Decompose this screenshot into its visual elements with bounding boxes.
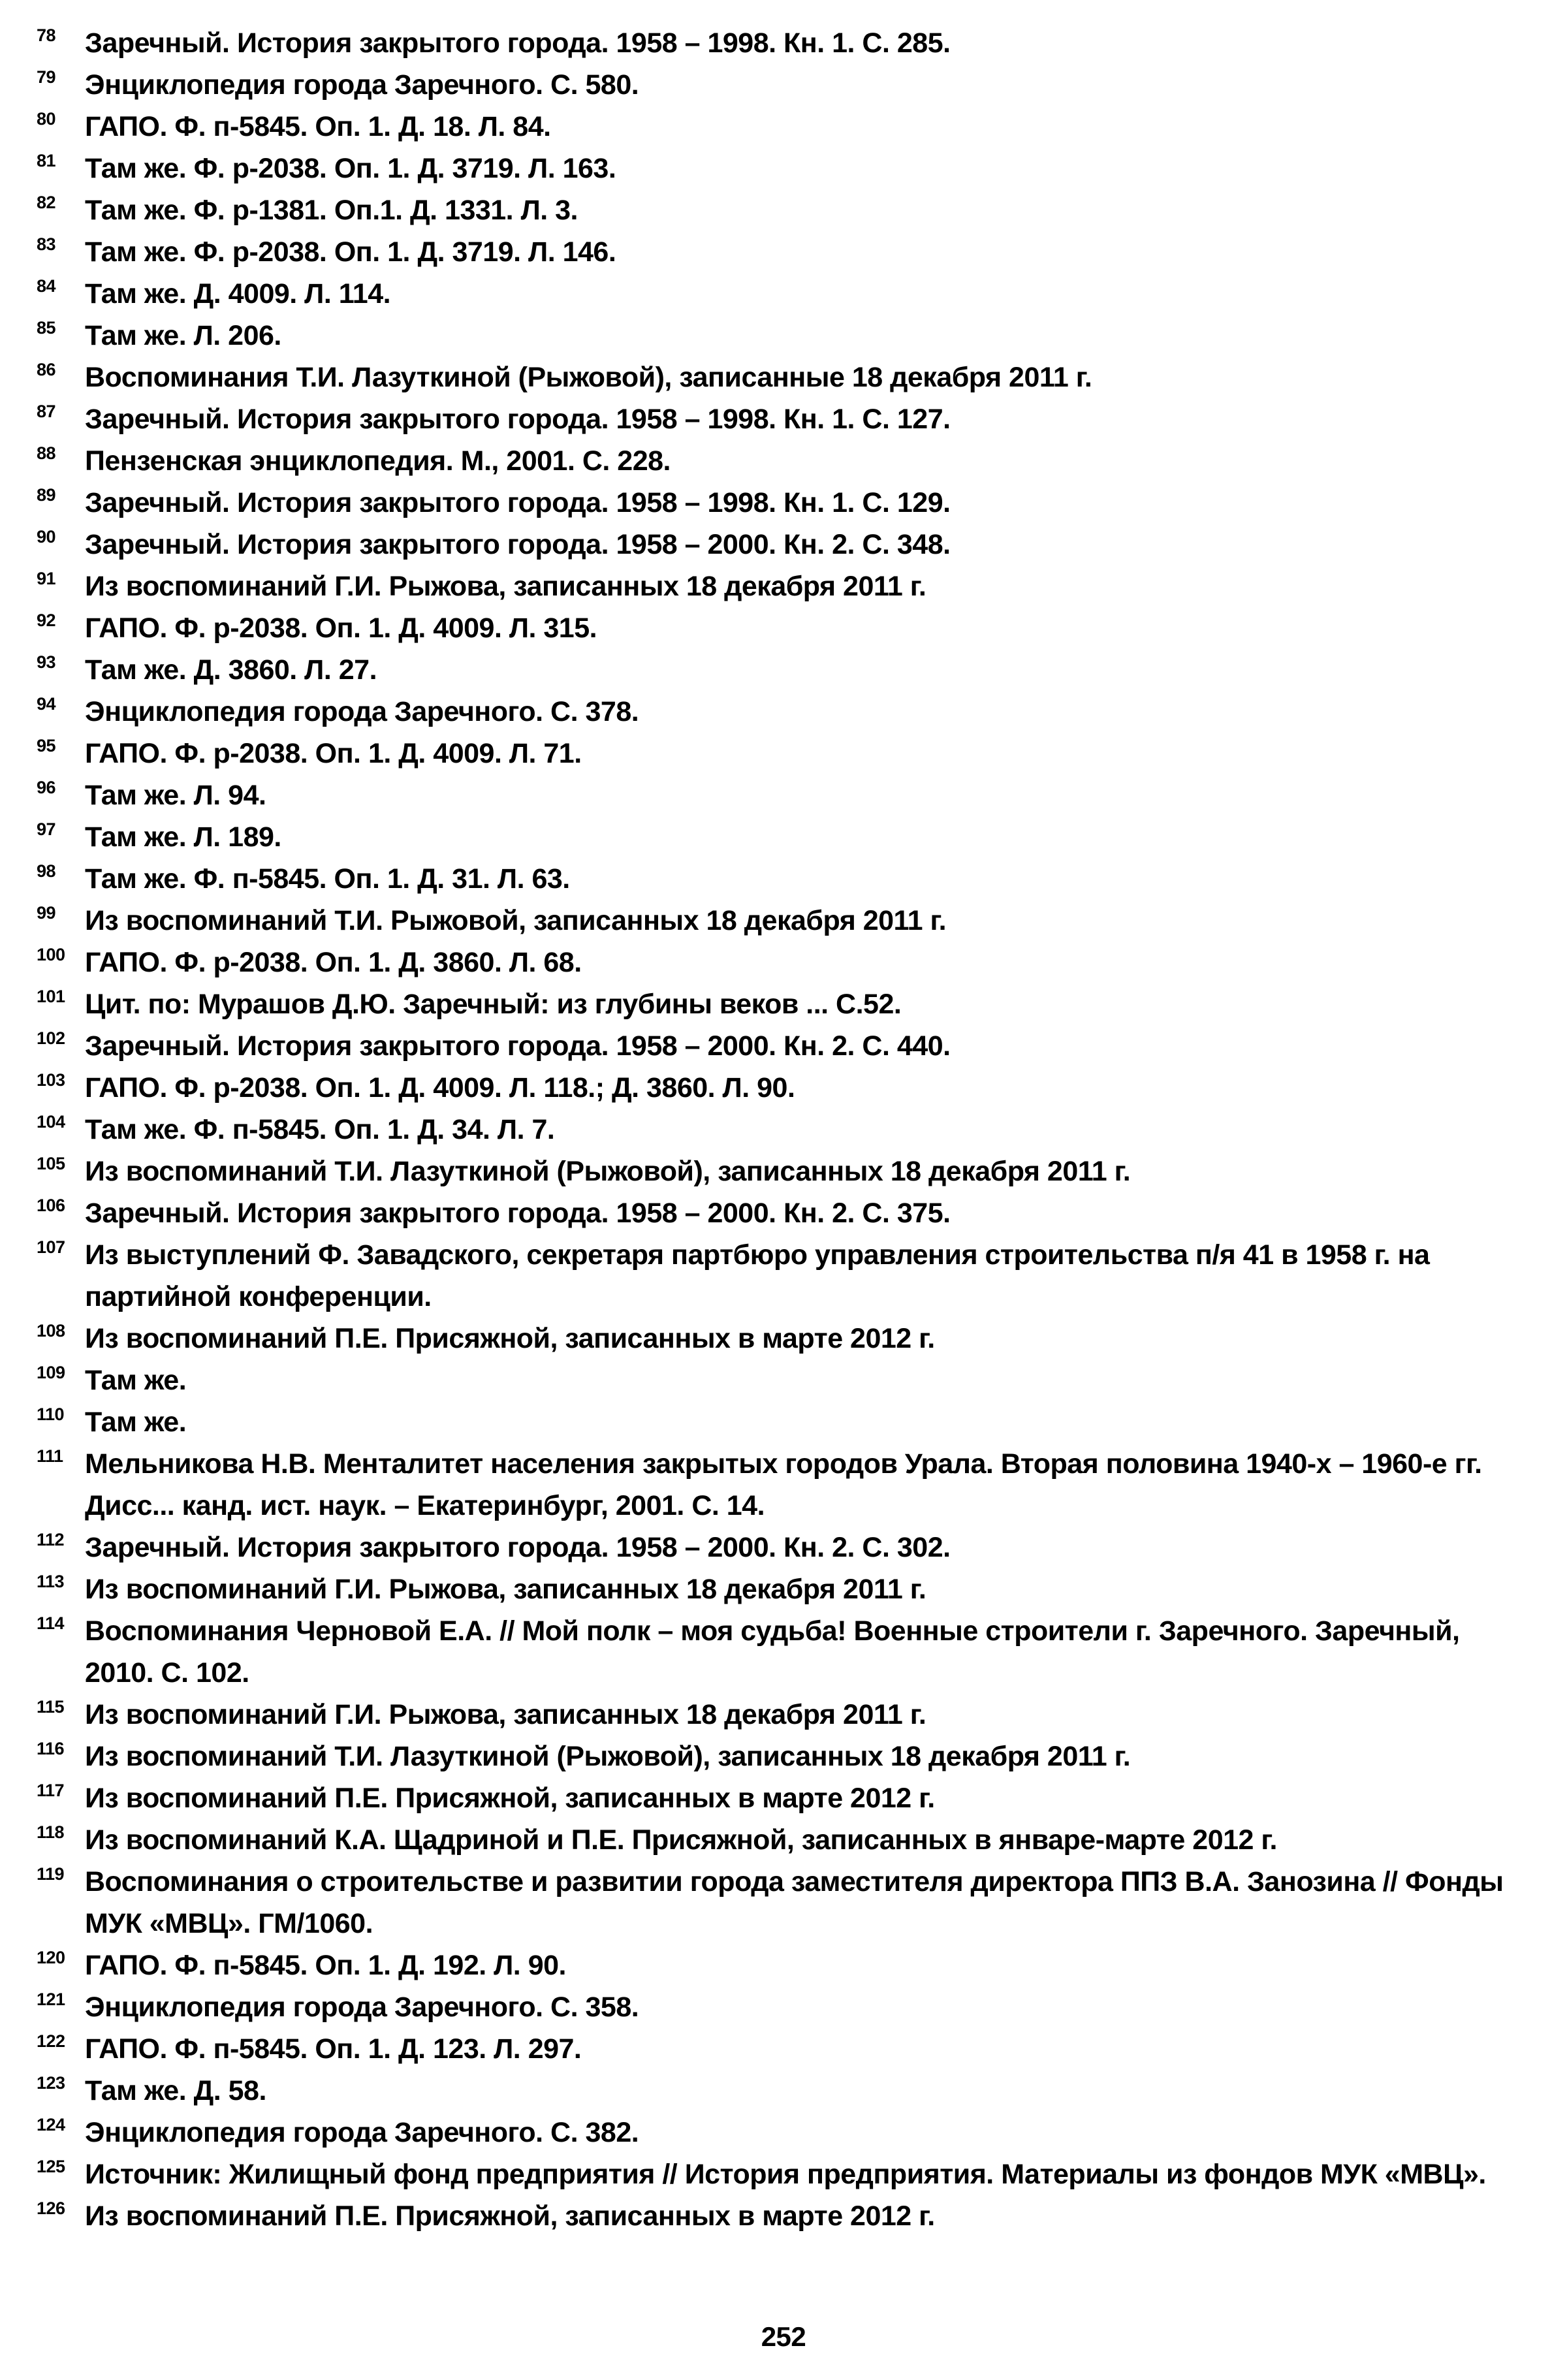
footnote-item: $^{87}$ Заречный. История закрытого города. 1958 – 1998. Кн. 1. С. 127.: [37, 402, 951, 435]
footnote-item: $^{84}$ Там же. Д. 4009. Л. 114.: [37, 276, 391, 309]
footnote-item: $^{121}$ Энциклопедия города Заречного. С. 358.: [37, 1990, 639, 2023]
footnote-text: ГАПО. Ф. р-2038. Оп. 1. Д. 3860. Л. 68.: [85, 947, 582, 978]
footnote-item: $^{82}$ Там же. Ф. р-1381. Оп.1. Д. 1331. Л. 3.: [37, 193, 578, 226]
footnote-item: $^{117}$ Из воспоминаний П.Е. Присяжной, записанных в марте 2012 г.: [37, 1781, 935, 1814]
footnote-item: $^{96}$ Там же. Л. 94.: [37, 778, 266, 811]
footnote-item: $^{123}$ Там же. Д. 58.: [37, 2073, 266, 2106]
footnote-text: Там же. Ф. р-2038. Оп. 1. Д. 3719. Л. 163.: [85, 153, 616, 184]
footnote-item: $^{98}$ Там же. Ф. п-5845. Оп. 1. Д. 31. Л. 63.: [37, 861, 570, 895]
footnote-item: $^{115}$ Из воспоминаний Г.И. Рыжова, записанных 18 декабря 2011 г.: [37, 1697, 926, 1730]
footnote-item: $^{107}$ Из выступлений Ф. Завадского, секретаря партбюро управления строительства п/я 41 в 1958 г. на партийной конференции.: [37, 1237, 1430, 1312]
footnote-item: $^{103}$ ГАПО. Ф. р-2038. Оп. 1. Д. 4009. Л. 118.; Д. 3860. Л. 90.: [37, 1070, 795, 1103]
footnote-item: $^{93}$ Там же. Д. 3860. Л. 27.: [37, 652, 377, 686]
footnote-item: $^{86}$ Воспоминания Т.И. Лазуткиной (Рыжовой), записанные 18 декабря 2011 г.: [37, 360, 1092, 393]
footnote-item: $^{89}$ Заречный. История закрытого города. 1958 – 1998. Кн. 1. С. 129.: [37, 485, 951, 518]
footnote-text: Заречный. История закрытого города. 1958 – 1998. Кн. 1. С. 129.: [85, 487, 951, 518]
footnote-text: Пензенская энциклопедия. М., 2001. С. 228.: [85, 445, 671, 477]
footnote-text: Из выступлений Ф. Завадского, секретаря партбюро управления строительства п/я 41 в 1958 г. на партийной конференции.: [85, 1239, 1430, 1312]
footnotes-list: [37, 22, 1515, 2237]
footnote-text: Там же.: [85, 1365, 187, 1396]
footnote-item: $^{106}$ Заречный. История закрытого города. 1958 – 2000. Кн. 2. С. 375.: [37, 1196, 951, 1229]
footnote-item: $^{97}$ Там же. Л. 189.: [37, 819, 281, 853]
footnote-text: Там же. Д. 58.: [85, 2075, 266, 2106]
footnote-item: $^{85}$ Там же. Л. 206.: [37, 318, 281, 351]
footnote-text: Цит. по: Мурашов Д.Ю. Заречный: из глубины веков ... С.52.: [85, 989, 902, 1020]
footnote-text: Там же. Л. 94.: [85, 780, 266, 811]
footnote-item: $^{101}$ Цит. по: Мурашов Д.Ю. Заречный: из глубины веков ... С.52.: [37, 987, 902, 1020]
footnote-text: ГАПО. Ф. п-5845. Оп. 1. Д. 123. Л. 297.: [85, 2033, 582, 2065]
footnote-item: $^{110}$ Там же.: [37, 1404, 187, 1438]
footnote-text: Из воспоминаний К.А. Щадриной и П.Е. Присяжной, записанных в январе-марте 2012 г.: [85, 1824, 1277, 1856]
footnote-item: $^{109}$ Там же.: [37, 1363, 187, 1396]
footnote-item: $^{83}$ Там же. Ф. р-2038. Оп. 1. Д. 3719. Л. 146.: [37, 234, 616, 268]
footnote-text: Там же. Л. 206.: [85, 320, 281, 351]
footnote-text: Энциклопедия города Заречного. С. 378.: [85, 696, 639, 727]
footnote-item: $^{124}$ Энциклопедия города Заречного. С. 382.: [37, 2115, 639, 2148]
footnote-text: Там же. Ф. р-1381. Оп.1. Д. 1331. Л. 3.: [85, 195, 578, 226]
footnote-text: Из воспоминаний П.Е. Присяжной, записанных в марте 2012 г.: [85, 1783, 935, 1814]
footnote-item: $^{108}$ Из воспоминаний П.Е. Присяжной, записанных в марте 2012 г.: [37, 1321, 935, 1354]
footnote-text: Воспоминания о строительстве и развитии города заместителя директора ППЗ В.А. Занозина // Фонды МУК «МВЦ». ГМ/1060.: [85, 1866, 1504, 1939]
footnote-item: $^{102}$ Заречный. История закрытого города. 1958 – 2000. Кн. 2. С. 440.: [37, 1028, 951, 1062]
footnote-item: $^{113}$ Из воспоминаний Г.И. Рыжова, записанных 18 декабря 2011 г.: [37, 1572, 926, 1605]
footnote-text: Заречный. История закрытого города. 1958 – 2000. Кн. 2. С. 348.: [85, 529, 951, 560]
footnote-item: $^{99}$ Из воспоминаний Т.И. Рыжовой, записанных 18 декабря 2011 г.: [37, 903, 947, 936]
footnote-text: ГАПО. Ф. п-5845. Оп. 1. Д. 18. Л. 84.: [85, 111, 551, 142]
footnote-text: Заречный. История закрытого города. 1958 – 1998. Кн. 1. С. 127.: [85, 404, 951, 435]
footnote-text: Там же. Л. 189.: [85, 821, 281, 853]
footnote-text: Энциклопедия города Заречного. С. 382.: [85, 2117, 639, 2148]
footnote-text: Из воспоминаний Г.И. Рыжова, записанных 18 декабря 2011 г.: [85, 1574, 926, 1605]
footnote-text: Заречный. История закрытого города. 1958 – 2000. Кн. 2. С. 440.: [85, 1030, 951, 1062]
footnote-item: $^{105}$ Из воспоминаний Т.И. Лазуткиной (Рыжовой), записанных 18 декабря 2011 г.: [37, 1154, 1131, 1187]
footnote-text: Из воспоминаний П.Е. Присяжной, записанных в марте 2012 г.: [85, 1323, 935, 1354]
footnote-text: Энциклопедия города Заречного. С. 580.: [85, 69, 639, 101]
page-footer: [0, 2321, 1567, 2353]
footnote-text: Источник: Жилищный фонд предприятия // История предприятия. Материалы из фондов МУК «МВЦ».: [85, 2159, 1486, 2190]
footnote-item: $^{112}$ Заречный. История закрытого города. 1958 – 2000. Кн. 2. С. 302.: [37, 1530, 951, 1563]
footnote-text: Заречный. История закрытого города. 1958 – 2000. Кн. 2. С. 375.: [85, 1198, 951, 1229]
footnote-text: Воспоминания Т.И. Лазуткиной (Рыжовой), записанные 18 декабря 2011 г.: [85, 362, 1092, 393]
footnote-item: $^{120}$ ГАПО. Ф. п-5845. Оп. 1. Д. 192. Л. 90.: [37, 1948, 566, 1981]
footnote-item: $^{118}$ Из воспоминаний К.А. Щадриной и П.Е. Присяжной, записанных в январе-марте 2012 г.: [37, 1822, 1277, 1856]
footnote-item: $^{90}$ Заречный. История закрытого города. 1958 – 2000. Кн. 2. С. 348.: [37, 527, 951, 560]
footnote-text: Заречный. История закрытого города. 1958 – 2000. Кн. 2. С. 302.: [85, 1532, 951, 1563]
footnote-text: Мельникова Н.В. Менталитет населения закрытых городов Урала. Вторая половина 1940-х – 1960-е гг. Дисс... канд. ист. наук. – Екатеринбург, 2001. С. 14.: [85, 1448, 1482, 1521]
footnote-text: Там же. Д. 3860. Л. 27.: [85, 654, 377, 686]
footnote-text: Заречный. История закрытого города. 1958 – 1998. Кн. 1. С. 285.: [85, 27, 951, 59]
footnote-text: Там же.: [85, 1406, 187, 1438]
footnote-item: $^{114}$ Воспоминания Черновой Е.А. // Мой полк – моя судьба! Военные строители г. Заречного. Заречный, 2010. С. 102.: [37, 1613, 1460, 1689]
footnote-item: $^{92}$ ГАПО. Ф. р-2038. Оп. 1. Д. 4009. Л. 315.: [37, 611, 597, 644]
footnote-text: Из воспоминаний Г.И. Рыжова, записанных 18 декабря 2011 г.: [85, 1699, 926, 1730]
footnote-item: $^{104}$ Там же. Ф. п-5845. Оп. 1. Д. 34. Л. 7.: [37, 1112, 555, 1145]
footnote-item: $^{95}$ ГАПО. Ф. р-2038. Оп. 1. Д. 4009. Л. 71.: [37, 736, 582, 769]
footnote-text: Энциклопедия города Заречного. С. 358.: [85, 1991, 639, 2023]
footnote-text: Там же. Ф. п-5845. Оп. 1. Д. 34. Л. 7.: [85, 1114, 555, 1145]
footnote-item: $^{125}$ Источник: Жилищный фонд предприятия // История предприятия. Материалы из фондов МУК «МВЦ».: [37, 2157, 1486, 2190]
footnote-item: $^{116}$ Из воспоминаний Т.И. Лазуткиной (Рыжовой), записанных 18 декабря 2011 г.: [37, 1739, 1131, 1772]
footnote-item: $^{119}$ Воспоминания о строительстве и развитии города заместителя директора ППЗ В.А. Занозина // Фонды МУК «МВЦ». ГМ/1060.: [37, 1864, 1504, 1939]
footnote-item: $^{78}$ Заречный. История закрытого города. 1958 – 1998. Кн. 1. С. 285.: [37, 25, 951, 59]
footnote-item: $^{94}$ Энциклопедия города Заречного. С. 378.: [37, 694, 639, 727]
footnote-item: $^{79}$ Энциклопедия города Заречного. С. 580.: [37, 67, 639, 101]
footnote-text: ГАПО. Ф. п-5845. Оп. 1. Д. 192. Л. 90.: [85, 1950, 566, 1981]
footnote-text: Там же. Ф. р-2038. Оп. 1. Д. 3719. Л. 146.: [85, 236, 616, 268]
footnote-item: $^{80}$ ГАПО. Ф. п-5845. Оп. 1. Д. 18. Л. 84.: [37, 109, 551, 142]
footnote-text: ГАПО. Ф. р-2038. Оп. 1. Д. 4009. Л. 71.: [85, 738, 582, 769]
footnote-item: $^{122}$ ГАПО. Ф. п-5845. Оп. 1. Д. 123. Л. 297.: [37, 2031, 582, 2065]
footnote-item: $^{100}$ ГАПО. Ф. р-2038. Оп. 1. Д. 3860. Л. 68.: [37, 945, 582, 978]
footnote-item: $^{88}$ Пензенская энциклопедия. М., 2001. С. 228.: [37, 443, 671, 477]
footnote-text: Там же. Ф. п-5845. Оп. 1. Д. 31. Л. 63.: [85, 863, 570, 895]
footnote-text: Из воспоминаний Т.И. Лазуткиной (Рыжовой), записанных 18 декабря 2011 г.: [85, 1156, 1131, 1187]
footnote-text: Из воспоминаний Т.И. Рыжовой, записанных 18 декабря 2011 г.: [85, 905, 947, 936]
footnote-text: Из воспоминаний П.Е. Присяжной, записанных в марте 2012 г.: [85, 2200, 935, 2232]
footnote-item: $^{81}$ Там же. Ф. р-2038. Оп. 1. Д. 3719. Л. 163.: [37, 151, 616, 184]
footnote-text: Из воспоминаний Г.И. Рыжова, записанных 18 декабря 2011 г.: [85, 571, 926, 602]
footnote-text: ГАПО. Ф. р-2038. Оп. 1. Д. 4009. Л. 118.; Д. 3860. Л. 90.: [85, 1072, 795, 1103]
footnote-item: $^{126}$ Из воспоминаний П.Е. Присяжной, записанных в марте 2012 г.: [37, 2198, 935, 2232]
footnote-item: $^{91}$ Из воспоминаний Г.И. Рыжова, записанных 18 декабря 2011 г.: [37, 569, 926, 602]
page-number: 252: [761, 2321, 806, 2352]
footnote-text: ГАПО. Ф. р-2038. Оп. 1. Д. 4009. Л. 315.: [85, 612, 597, 644]
footnote-text: Там же. Д. 4009. Л. 114.: [85, 278, 391, 309]
footnote-item: $^{111}$ Мельникова Н.В. Менталитет населения закрытых городов Урала. Вторая половина 1940-х – 1960-е гг. Дисс... канд. ист. наук. – Екатеринбург, 2001. С. 14.: [37, 1446, 1482, 1521]
footnote-text: Из воспоминаний Т.И. Лазуткиной (Рыжовой), записанных 18 декабря 2011 г.: [85, 1741, 1131, 1772]
footnote-text: Воспоминания Черновой Е.А. // Мой полк – моя судьба! Военные строители г. Заречного. Заречный, 2010. С. 102.: [85, 1615, 1460, 1689]
